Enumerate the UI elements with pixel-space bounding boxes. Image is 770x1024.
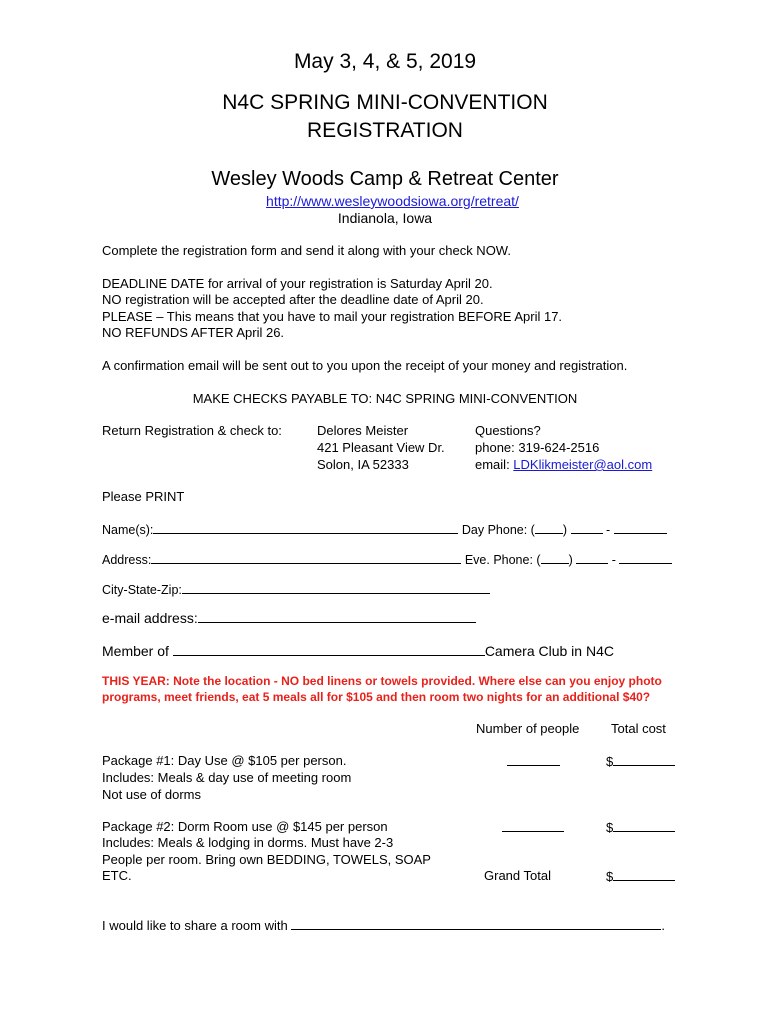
notice-line-2: programs, meet friends, eat 5 meals all for $105 and then room two nights for an additional $40? — [102, 690, 651, 704]
email-field[interactable] — [198, 610, 476, 623]
package2-line-3: People per room. Bring own BEDDING, TOWELS, SOAP — [102, 852, 431, 867]
eve-phone-prefix-field[interactable] — [576, 551, 608, 564]
grand-total-field[interactable] — [613, 868, 675, 881]
package1-people-row — [507, 753, 560, 770]
package1-total-row — [606, 753, 675, 770]
questions-label: Questions? — [475, 423, 541, 438]
deadline-line-2: NO registration will be accepted after the deadline date of April 20. — [102, 292, 484, 307]
names-label: Name(s): — [102, 523, 154, 537]
share-room-row — [102, 917, 665, 934]
package2-dollar: $ — [606, 820, 614, 835]
venue-city: Indianola, Iowa — [337, 210, 433, 226]
email-row — [102, 610, 476, 627]
day-phone-label: Day Phone: ( — [461, 523, 535, 537]
package2-line-4: ETC. — [102, 868, 132, 883]
member-club-field[interactable] — [173, 643, 485, 656]
venue-url-line — [0, 193, 770, 210]
package1-total-field[interactable] — [613, 753, 675, 766]
venue-url-link[interactable]: http://www.wesleywoodsiowa.org/retreat/ — [266, 193, 519, 209]
eve-phone-area-field[interactable] — [541, 551, 569, 564]
package1-line-2: Includes: Meals & day use of meeting room — [102, 770, 352, 785]
questions-email-link[interactable]: LDKlikmeister@aol.com — [513, 457, 653, 472]
page-title-line2: REGISTRATION — [307, 119, 463, 142]
deadline-line-3: PLEASE – This means that you have to mail your registration BEFORE April 17. — [102, 309, 563, 324]
package1-people-field[interactable] — [507, 753, 560, 766]
day-phone-paren: ) — [562, 523, 568, 537]
please-print: Please PRINT — [102, 489, 185, 504]
grand-total-row — [606, 868, 675, 885]
share-room-label: I would like to share a room with — [102, 918, 288, 933]
return-address-city: Solon, IA 52333 — [317, 457, 409, 472]
day-phone-number-field[interactable] — [614, 521, 667, 534]
address-field[interactable] — [151, 551, 461, 564]
col-total-cost: Total cost — [611, 721, 666, 736]
eve-phone-label: Eve. Phone: ( — [464, 553, 541, 567]
grand-total-dollar: $ — [606, 869, 614, 884]
deadline-line-1: DEADLINE DATE for arrival of your registration is Saturday April 20. — [102, 276, 493, 291]
page-title-line1: N4C SPRING MINI-CONVENTION — [222, 91, 548, 114]
member-label: Member of — [102, 643, 169, 659]
questions-email-line — [475, 457, 652, 473]
day-phone-area-field[interactable] — [535, 521, 563, 534]
city-state-zip-label: City-State-Zip: — [102, 583, 182, 597]
address-label: Address: — [102, 553, 152, 567]
email-label: e-mail address: — [102, 610, 198, 626]
package2-people-row — [502, 819, 564, 836]
member-row — [102, 643, 614, 660]
package2-line-2: Includes: Meals & lodging in dorms. Must have 2-3 — [102, 835, 394, 850]
share-room-end: . — [661, 918, 665, 933]
city-state-zip-field[interactable] — [182, 581, 490, 594]
package2-people-field[interactable] — [502, 819, 564, 832]
names-row — [102, 521, 667, 538]
day-phone-dash: - — [606, 523, 611, 537]
eve-phone-paren: ) — [568, 553, 573, 567]
col-number-of-people: Number of people — [476, 721, 580, 736]
return-address-name: Delores Meister — [317, 423, 409, 438]
event-dates: May 3, 4, & 5, 2019 — [293, 50, 477, 73]
city-state-zip-row — [102, 581, 490, 598]
return-address-street: 421 Pleasant View Dr. — [317, 440, 445, 455]
package1-line-3: Not use of dorms — [102, 787, 201, 802]
notice-line-1: THIS YEAR: Note the location - NO bed linens or towels provided. Where else can you enjoy photo — [102, 674, 662, 688]
member-suffix: Camera Club in N4C — [484, 643, 614, 659]
confirmation-text: A confirmation email will be sent out to you upon the receipt of your money and registration. — [102, 358, 628, 373]
package2-line-1: Package #2: Dorm Room use @ $145 per person — [102, 819, 388, 834]
package2-total-field[interactable] — [613, 819, 675, 832]
return-label: Return Registration & check to: — [102, 423, 282, 438]
package1-dollar: $ — [606, 754, 614, 769]
names-field[interactable] — [153, 521, 458, 534]
package1-line-1: Package #1: Day Use @ $105 per person. — [102, 753, 347, 768]
questions-phone: phone: 319-624-2516 — [475, 440, 600, 455]
complete-instructions: Complete the registration form and send it along with your check NOW. — [102, 243, 511, 258]
package2-total-row — [606, 819, 675, 836]
grand-total-label: Grand Total — [484, 868, 551, 883]
day-phone-prefix-field[interactable] — [571, 521, 603, 534]
venue-name: Wesley Woods Camp & Retreat Center — [211, 168, 559, 190]
address-row — [102, 551, 672, 568]
eve-phone-number-field[interactable] — [619, 551, 672, 564]
eve-phone-dash: - — [611, 553, 616, 567]
questions-email-prefix: email: — [475, 457, 514, 472]
share-room-field[interactable] — [291, 917, 661, 930]
deadline-line-4: NO REFUNDS AFTER April 26. — [102, 325, 285, 340]
checks-payable: MAKE CHECKS PAYABLE TO: N4C SPRING MINI-CONVENTION — [192, 391, 578, 406]
